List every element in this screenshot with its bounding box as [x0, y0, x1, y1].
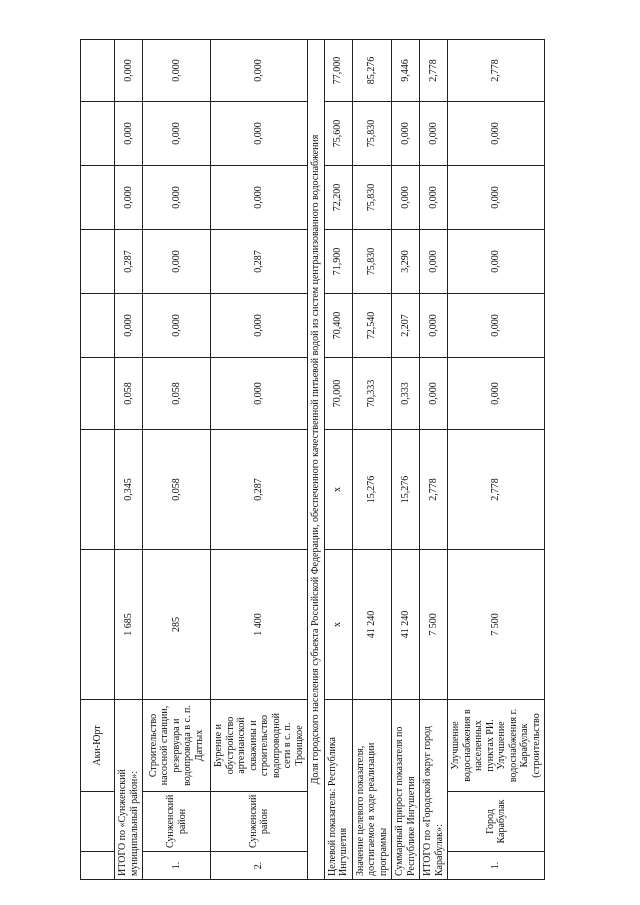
cell: 77,000 [324, 40, 352, 102]
cell: 7 500 [448, 550, 545, 700]
cell: 1. [143, 852, 211, 880]
table-row [115, 40, 143, 880]
cell: 0,000 [143, 102, 211, 166]
cell: 0,000 [448, 230, 545, 294]
cell: 0,287 [211, 430, 308, 550]
cell: Сунженский район [143, 792, 211, 852]
cell: 70,333 [352, 358, 392, 430]
cell: 0,000 [392, 102, 420, 166]
cell: 0,000 [448, 166, 545, 230]
cell: 41 240 [352, 550, 392, 700]
cell: 9,446 [392, 40, 420, 102]
cell: Бурение и обустройство артезианской скважины и строительство водопроводной сети в с. п. Троицкое [211, 700, 308, 792]
cell: 15,276 [392, 430, 420, 550]
cell: 285 [143, 550, 211, 700]
table-row [143, 40, 211, 880]
cell: Улучшение водоснабжения в населенных пунктах РИ. Улучшение водоснабжения г. Карабулак (строительство [448, 700, 545, 792]
table-row [81, 40, 115, 880]
cell: 0,287 [115, 230, 143, 294]
table-row [324, 40, 352, 880]
cell: 72,540 [352, 294, 392, 358]
cell: 1 400 [211, 550, 308, 700]
cell: 70,000 [324, 358, 352, 430]
table-row [352, 40, 392, 880]
cell: ИТОГО по «Городской округ город Карабулак»: [420, 700, 448, 880]
cell: 0,000 [115, 294, 143, 358]
cell: 15,276 [352, 430, 392, 550]
cell: 1. [448, 852, 545, 880]
cell: 0,000 [448, 358, 545, 430]
cell: Целевой показатель: Республика Ингушетия [324, 700, 352, 880]
cell: 0,058 [143, 358, 211, 430]
cell: 2,778 [420, 430, 448, 550]
cell: 0,058 [143, 430, 211, 550]
rotated-table-wrapper [80, 40, 542, 880]
cell: 0,000 [448, 294, 545, 358]
cell: 75,830 [352, 166, 392, 230]
table-row [308, 40, 325, 880]
table-row [420, 40, 448, 880]
cell: 0,000 [143, 294, 211, 358]
cell: 0,000 [115, 102, 143, 166]
cell: Значение целевого показателя, достигаемое в ходе реализации программы [352, 700, 392, 880]
cell: 75,600 [324, 102, 352, 166]
cell: x [324, 550, 352, 700]
cell: Доля городского населения субъекта Российской Федерации, обеспеченного качественной питьевой водой из систем централизованного водоснабжения [308, 40, 325, 880]
cell: 0,000 [115, 40, 143, 102]
cell: 0,000 [115, 166, 143, 230]
cell: 0,000 [448, 102, 545, 166]
table-row [211, 40, 308, 880]
cell: 2,778 [420, 40, 448, 102]
cell: 2,778 [448, 40, 545, 102]
cell: 0,287 [211, 230, 308, 294]
cell: 0,000 [211, 358, 308, 430]
cell: 2,778 [448, 430, 545, 550]
cell: 3,290 [392, 230, 420, 294]
cell: 0,000 [211, 40, 308, 102]
cell: 0,000 [420, 358, 448, 430]
cell: 0,345 [115, 430, 143, 550]
cell: 71,900 [324, 230, 352, 294]
cell: 2,207 [392, 294, 420, 358]
cell: 72,200 [324, 166, 352, 230]
cell: Сунженский район [211, 792, 308, 852]
cell: x [324, 430, 352, 550]
cell: 0,000 [420, 294, 448, 358]
cell: 41 240 [392, 550, 420, 700]
cell: 85,276 [352, 40, 392, 102]
cell: 7 500 [420, 550, 448, 700]
cell: 0,000 [143, 230, 211, 294]
cell: 0,058 [115, 358, 143, 430]
cell: 1 685 [115, 550, 143, 700]
cell: Аки-Юрт [81, 700, 115, 792]
cell: 0,000 [211, 166, 308, 230]
cell: 0,000 [143, 40, 211, 102]
cell: 2. [211, 852, 308, 880]
cell: 0,000 [143, 166, 211, 230]
cell: 70,400 [324, 294, 352, 358]
cell: 0,000 [420, 230, 448, 294]
cell: 75,830 [352, 230, 392, 294]
cell: 0,333 [392, 358, 420, 430]
cell: Суммарный прирост показателя по Республике Ингушетия [392, 700, 420, 880]
cell: Строительство насосной станции, резервуара и водопровода в с. п. Даттых [143, 700, 211, 792]
data-table [80, 39, 545, 880]
rotated-page [80, 40, 542, 880]
cell: 0,000 [211, 102, 308, 166]
cell: 0,000 [420, 102, 448, 166]
cell: Город Карабулак [448, 792, 545, 852]
cell: 0,000 [211, 294, 308, 358]
cell: ИТОГО по «Сунженский муниципальный район»: [115, 700, 143, 880]
cell: 0,000 [392, 166, 420, 230]
table-row [448, 40, 545, 880]
table-row [392, 40, 420, 880]
cell: 75,830 [352, 102, 392, 166]
cell: 0,000 [420, 166, 448, 230]
